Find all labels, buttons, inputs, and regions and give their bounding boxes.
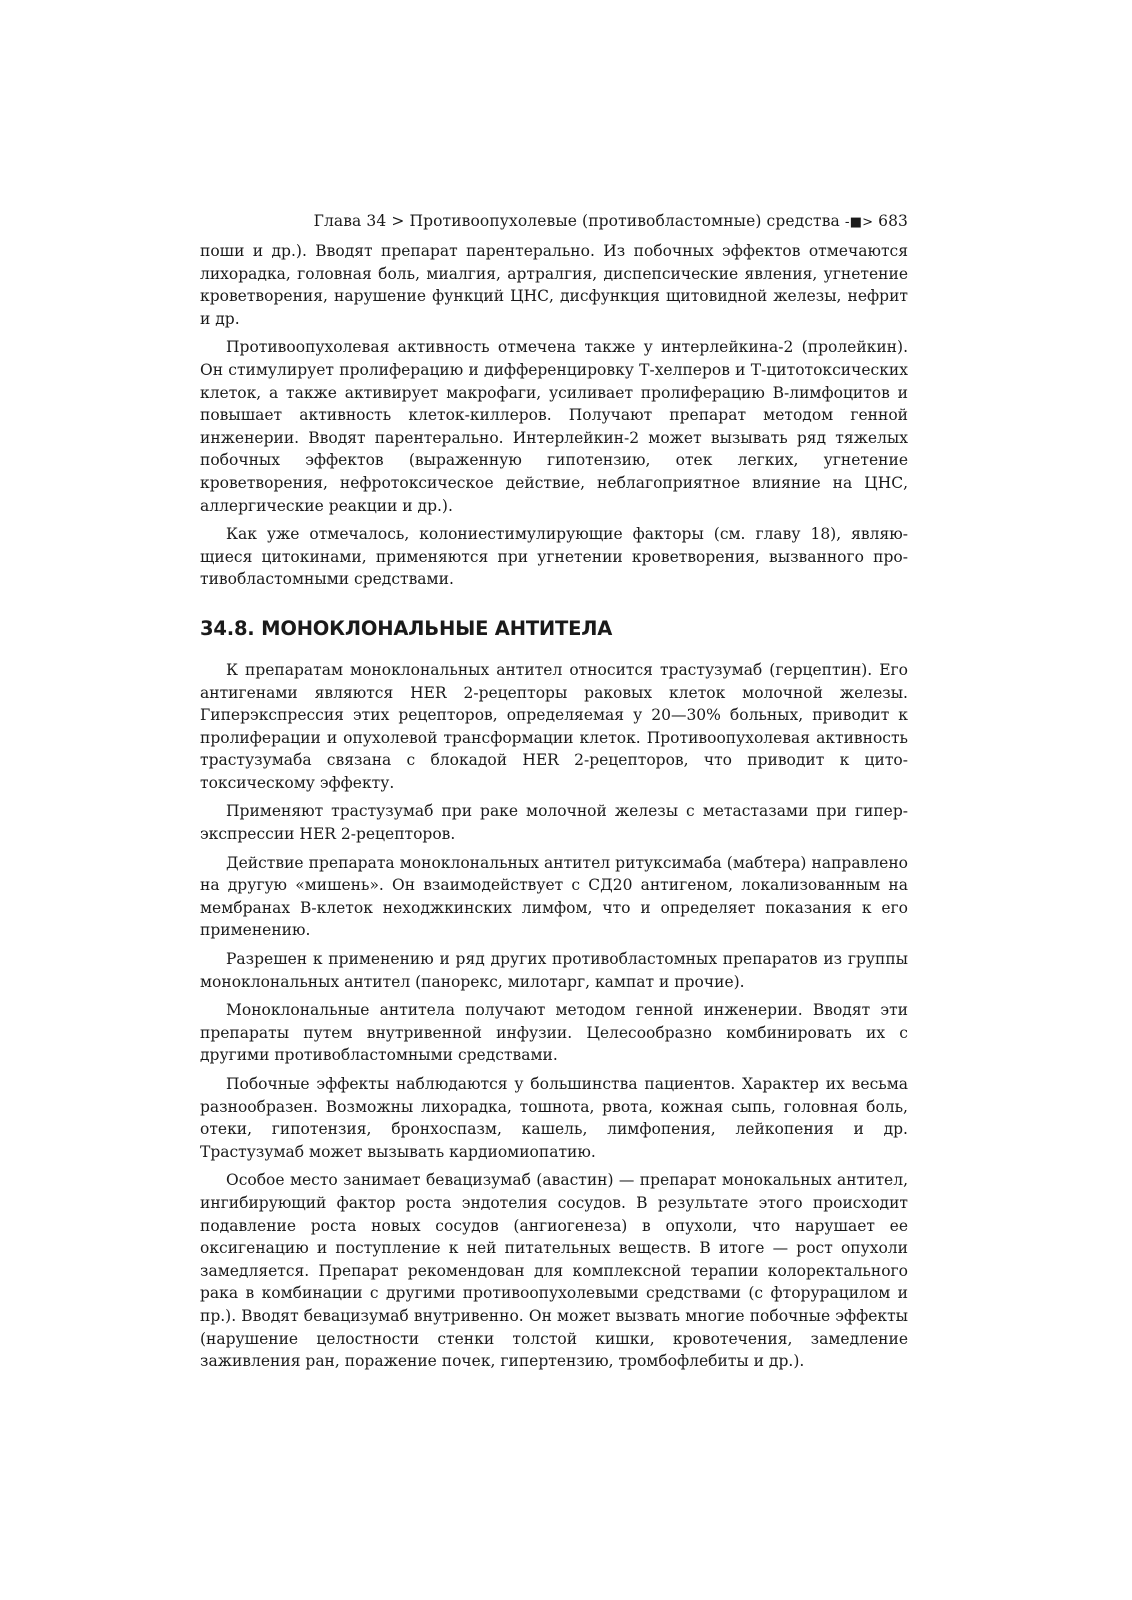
paragraph: К препаратам моноклональных антител относится трастузумаб (герцептин). Его антигенами являются HER 2-рецепторы раковых клеток молочной железы. Гиперэкспрессия этих рецепторов, определяемая у 20—30% больных, приводит к пролиферации и опухолевой трансформации клеток. Противоопухолевая активность трастузумаба связана с блокадой HER 2-рецепторов, что приводит к цитотоксическому эффекту. bbox=[200, 660, 908, 792]
paragraph: Как уже отмечалось, колониестимулирующие факторы (см. главу 18), являющиеся цитокинами, применяются при угнетении кроветворения, вызванного противобластомными средствами. bbox=[200, 525, 908, 589]
paragraph: Моноклональные антитела получают методом генной инженерии. Вводят эти препараты путем внутривенной инфузии. Целесообразно комбинировать их с другими противобластомными средствами. bbox=[200, 1001, 908, 1065]
paragraph: Побочные эффекты наблюдаются у большинства пациентов. Характер их весьма разнообразен. Возможны лихорадка, тошнота, рвота, кожная сыпь, головная боль, отеки, гипотензия, бронхоспазм, кашель, лимфопения, лейкопения и др. Трастузумаб может вызывать кардиомиопатию. bbox=[200, 1075, 908, 1161]
paragraph: Противоопухолевая активность отмечена также у интерлейкина-2 (пролейкин). Он стимулирует пролиферацию и дифференцировку Т-хелперов и Т-цитотоксических клеток, а также активирует макрофаги, усиливает пролиферацию В-лимфоцитов и повышает активность клеток-киллеров. Получают препарат методом генной инженерии. Вводят парентерально. Интерлейкин-2 может вызывать ряд тяжелых побочных эффектов (выраженную гипотензию, отек легких, угнетение кроветворения, нефротоксическое действие, неблагоприятное влияние на ЦНС, аллергические реакции и др.). bbox=[200, 338, 908, 515]
running-title: Глава 34 > Противоопухолевые (противобластомные) средства bbox=[313, 212, 840, 230]
paragraph: Особое место занимает бевацизумаб (авастин) — препарат монокальных антител, ингибирующий фактор роста эндотелия сосудов. В результате этого происходит подавление роста новых сосудов (ангиогенеза) в опухоли, что нарушает ее оксигенацию и поступление к ней питательных веществ. В итоге — рост опухоли замедляется. Препарат рекомендован для комплексной терапии колоректального рака в комбинации с другими противоопухолевыми средствами (с фторурацилом и пр.). Вводят бевацизумаб внутривенно. Он может вызвать многие побочные эффекты (нарушение целостности стенки толстой кишки, кровотечения, замедление заживления ран, поражение почек, гипертензию, тромбофлебиты и др.). bbox=[200, 1171, 908, 1371]
paragraph: Разрешен к применению и ряд других противобластомных препаратов из группы моноклональных антител (панорекс, милотарг, кампат и прочие). bbox=[200, 950, 908, 991]
paragraph: поши и др.). Вводят препарат парентерально. Из побочных эффектов отмечаются лихорадка, головная боль, миалгия, артралгия, диспепсические явления, угнетение кроветворения, нарушение функций ЦНС, дисфункция щитовидной железы, нефрит и др. bbox=[200, 242, 908, 328]
paragraph: Применяют трастузумаб при раке молочной железы с метастазами при гиперэкспрессии HER 2-рецепторов. bbox=[200, 802, 908, 844]
section-heading: 34.8. МОНОКЛОНАЛЬНЫЕ АНТИТЕЛА bbox=[200, 616, 613, 640]
page-number: 683 bbox=[878, 212, 908, 230]
header-marker: -■> bbox=[844, 215, 874, 230]
running-header bbox=[200, 210, 908, 234]
document-page bbox=[200, 210, 908, 1379]
paragraph: Действие препарата моноклональных антител ритуксимаба (мабтера) направлено на другую «мишень». Он взаимодействует с СД20 антигеном, локализованным на мембранах В-клеток неходжкинских лимфом, что и определяет показания к его применению. bbox=[200, 853, 908, 940]
